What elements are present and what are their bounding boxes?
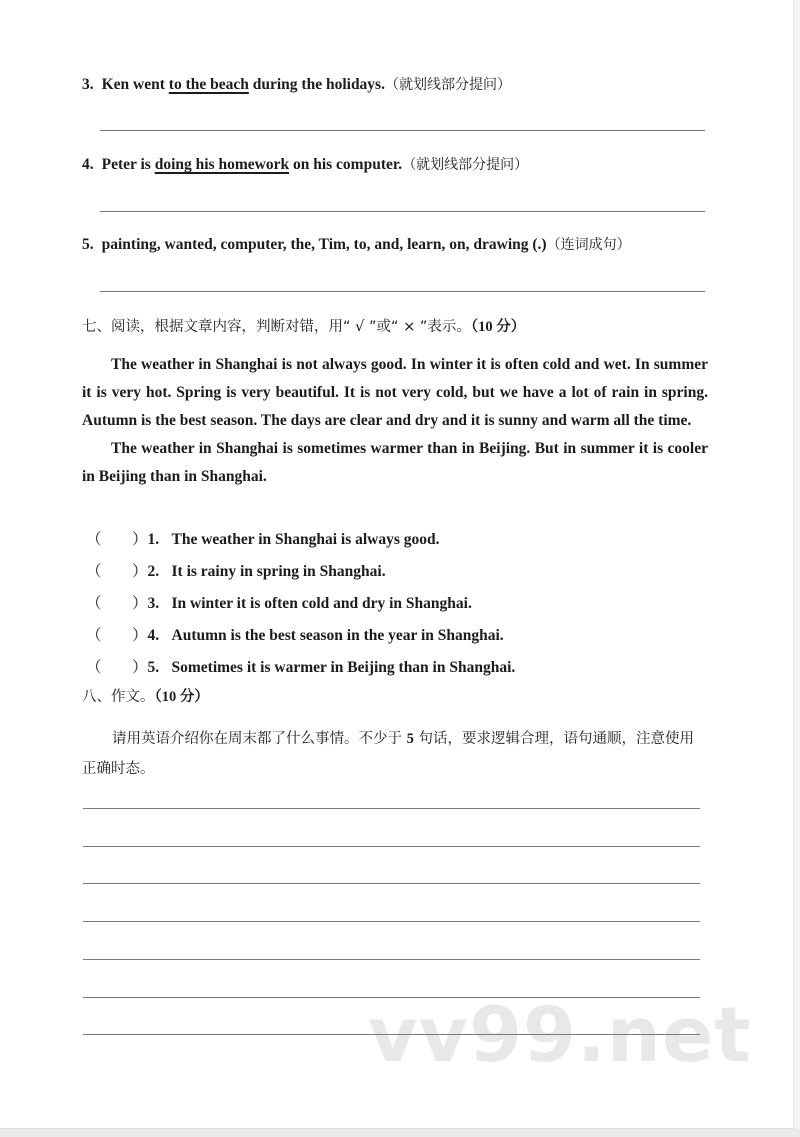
section-7-title bbox=[82, 315, 525, 336]
item-number: 1. bbox=[147, 531, 160, 548]
section-7-heading: 七、阅读，根据文章内容，判断对错，用“ √ ”或“ × ”表示。 bbox=[82, 319, 471, 335]
item-number: 3. bbox=[147, 595, 160, 612]
question-instruction: （就划线部分提问） bbox=[384, 77, 511, 93]
passage-paragraph-1: The weather in Shanghai is not always good. In winter it is often cold and wet. In summer it is very hot. Spring is very beautiful. It is not very cold, but we have a lot of rain in spring. Autumn is the best season. The days are clear and dry and it is sunny and warm all the time. bbox=[82, 356, 708, 429]
prompt-text-2: 句话，要求逻辑合理，语句通顺，注意使用正确时态。 bbox=[82, 731, 694, 777]
true-false-item-5 bbox=[86, 655, 515, 677]
item-statement: Sometimes it is warmer in Beijing than in Shanghai. bbox=[171, 659, 516, 676]
answer-line-q3[interactable] bbox=[100, 130, 705, 131]
prompt-text-1: 请用英语介绍你在周末都了什么事情。不少于 bbox=[112, 731, 407, 747]
page-bottom-edge bbox=[0, 1129, 800, 1137]
passage-paragraph-2: The weather in Shanghai is sometimes warmer than in Beijing. But in summer it is cooler in Beijing than in Shanghai. bbox=[82, 440, 708, 485]
true-false-item-2 bbox=[86, 559, 386, 581]
writing-line-1[interactable] bbox=[83, 808, 700, 809]
reading-passage bbox=[82, 351, 708, 491]
writing-prompt bbox=[82, 724, 708, 784]
writing-line-3[interactable] bbox=[83, 883, 700, 884]
writing-line-4[interactable] bbox=[83, 921, 700, 922]
answer-bracket-open[interactable]: （ bbox=[86, 626, 102, 644]
question-instruction: （连词成句） bbox=[546, 237, 631, 253]
answer-bracket-close: ） bbox=[132, 530, 148, 548]
answer-line-q5[interactable] bbox=[100, 291, 705, 292]
true-false-item-4 bbox=[86, 623, 504, 645]
item-statement: It is rainy in spring in Shanghai. bbox=[171, 563, 386, 580]
section-7-points: （10 分） bbox=[470, 319, 526, 335]
answer-bracket-open[interactable]: （ bbox=[86, 562, 102, 580]
item-statement: Autumn is the best season in the year in Shanghai. bbox=[171, 627, 504, 644]
question-number: 5. bbox=[82, 236, 94, 253]
item-number: 5. bbox=[147, 659, 160, 676]
answer-bracket-close: ） bbox=[132, 658, 148, 676]
section-8-heading: 八、作文。 bbox=[82, 689, 155, 705]
question-text-after: on his computer. bbox=[289, 156, 403, 173]
true-false-item-3 bbox=[86, 591, 472, 613]
question-text-before: painting, wanted, computer, the, Tim, to, and, learn, on, drawing (.) bbox=[101, 236, 547, 253]
underlined-phrase: doing his homework bbox=[154, 156, 290, 173]
true-false-item-1 bbox=[86, 527, 440, 549]
question-3 bbox=[82, 74, 511, 94]
answer-bracket-open[interactable]: （ bbox=[86, 658, 102, 676]
question-number: 4. bbox=[82, 156, 94, 173]
section-8-title bbox=[82, 685, 209, 706]
question-4 bbox=[82, 154, 528, 174]
item-number: 4. bbox=[147, 627, 160, 644]
item-number: 2. bbox=[147, 563, 160, 580]
watermark-logo: vv99.net bbox=[368, 990, 752, 1079]
writing-line-7[interactable] bbox=[83, 1034, 700, 1035]
question-number: 3. bbox=[82, 76, 94, 93]
underlined-phrase: to the beach bbox=[168, 76, 249, 93]
writing-line-6[interactable] bbox=[83, 997, 700, 998]
prompt-sentence-count: 5 bbox=[406, 731, 414, 747]
item-statement: In winter it is often cold and dry in Shanghai. bbox=[171, 595, 472, 612]
writing-line-2[interactable] bbox=[83, 846, 700, 847]
question-text-before: Peter is bbox=[101, 156, 155, 173]
item-statement: The weather in Shanghai is always good. bbox=[171, 531, 440, 548]
answer-bracket-close: ） bbox=[132, 562, 148, 580]
writing-line-5[interactable] bbox=[83, 959, 700, 960]
answer-bracket-close: ） bbox=[132, 594, 148, 612]
answer-bracket-open[interactable]: （ bbox=[86, 530, 102, 548]
section-8-points: （10 分） bbox=[154, 689, 209, 705]
answer-line-q4[interactable] bbox=[100, 211, 705, 212]
question-text-after: during the holidays. bbox=[248, 76, 385, 93]
answer-bracket-open[interactable]: （ bbox=[86, 594, 102, 612]
question-text-before: Ken went bbox=[101, 76, 169, 93]
question-instruction: （就划线部分提问） bbox=[402, 157, 529, 173]
answer-bracket-close: ） bbox=[132, 626, 148, 644]
question-5 bbox=[82, 234, 631, 254]
